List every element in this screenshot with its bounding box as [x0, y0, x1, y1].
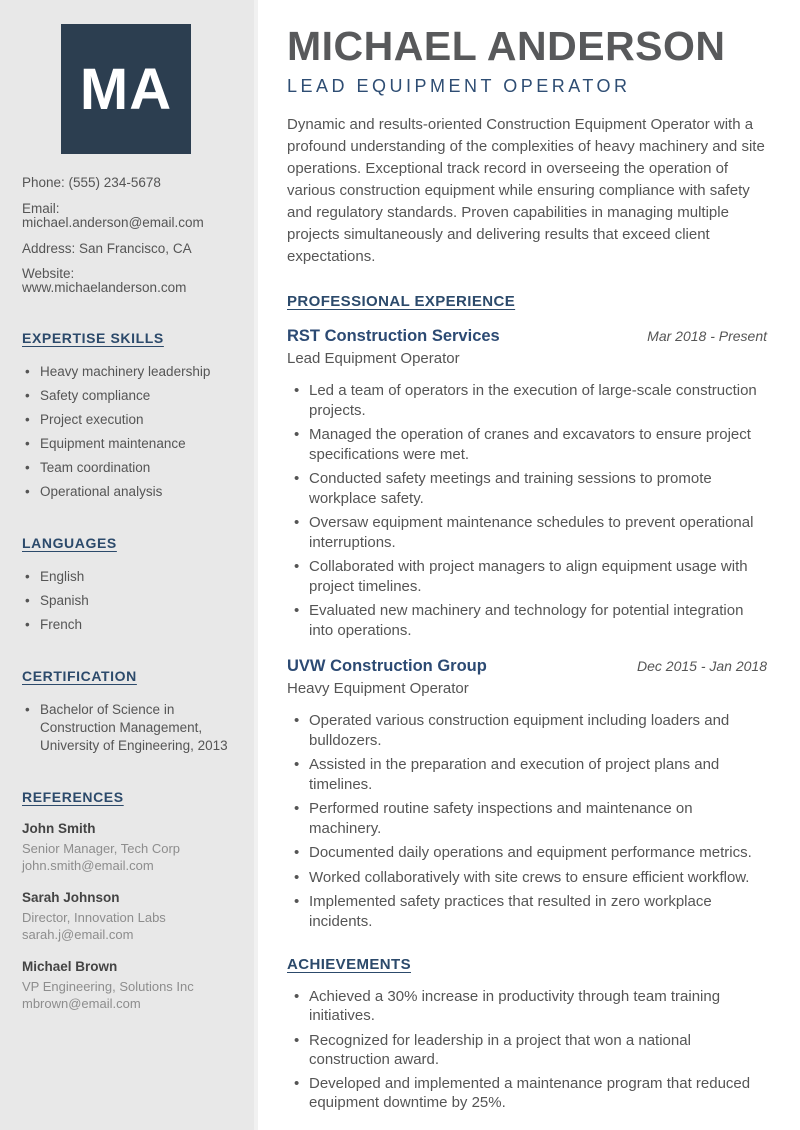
section-professional-experience: [287, 293, 767, 931]
role-title: Heavy Equipment Operator: [287, 680, 469, 698]
reference-name: Sarah Johnson: [22, 889, 120, 905]
profile-summary: Dynamic and results-oriented Construction Equipment Operator with a profound understanding of the complexities of heavy machinery and site operations. Exceptional track record in overseeing the operation of various construction equipment while ensuring compliance with safety and regulatory standards. Proven capabilities in managing multiple projects simultaneously and delivering results that exceed client expectations.: [287, 116, 765, 266]
monogram-avatar: [61, 24, 191, 154]
expertise-skills-list: [22, 363, 230, 501]
achievements-list: [287, 987, 767, 1112]
list-item: • Conducted safety meetings and training sessions to promote workplace safety.: [287, 469, 767, 508]
role-title: Lead Equipment Operator: [287, 350, 460, 368]
list-item: • Evaluated new machinery and technology for potential integration into operations.: [287, 601, 767, 640]
list-item: • Developed and implemented a maintenance program that reduced equipment downtime by 25%.: [287, 1074, 767, 1112]
professional-experience-heading: PROFESSIONAL EXPERIENCE: [287, 293, 516, 311]
section-certification: [22, 668, 230, 755]
reference-email: mbrown@email.com: [22, 995, 141, 1011]
list-item: • Team coordination: [22, 459, 230, 477]
list-item: • Equipment maintenance: [22, 435, 230, 453]
reference-role: Director, Innovation Labs: [22, 909, 166, 925]
experience-header: [287, 657, 767, 676]
list-item: • Heavy machinery leadership: [22, 363, 230, 381]
certification-list: [22, 701, 230, 755]
company-name: RST Construction Services: [287, 327, 500, 346]
experience-bullets: [287, 711, 767, 931]
list-item: • Spanish: [22, 592, 230, 610]
contact-website: Website: www.michaelanderson.com: [22, 266, 187, 296]
section-achievements: [287, 956, 767, 1112]
reference-entry: [22, 821, 230, 874]
list-item: • Oversaw equipment maintenance schedules to prevent operational interruptions.: [287, 513, 767, 552]
main-content: [258, 0, 800, 1130]
sidebar: [0, 0, 258, 1130]
certification-heading: CERTIFICATION: [22, 667, 137, 684]
list-item: • Operational analysis: [22, 483, 230, 501]
section-languages: [22, 535, 230, 634]
date-range: Mar 2018 - Present: [647, 328, 767, 345]
reference-email: john.smith@email.com: [22, 857, 154, 873]
expertise-skills-heading: EXPERTISE SKILLS: [22, 329, 164, 346]
contact-address: Address: San Francisco, CA: [22, 240, 192, 256]
reference-email: sarah.j@email.com: [22, 926, 134, 942]
list-item: • Safety compliance: [22, 387, 230, 405]
experience-entry: [287, 327, 767, 640]
date-range: Dec 2015 - Jan 2018: [637, 658, 767, 675]
list-item: • Documented daily operations and equipment performance metrics.: [287, 843, 767, 863]
experience-header: [287, 327, 767, 346]
list-item: • Implemented safety practices that resulted in zero workplace incidents.: [287, 892, 767, 931]
list-item: • Bachelor of Science in Construction Management, University of Engineering, 2013: [22, 701, 230, 755]
company-name: UVW Construction Group: [287, 657, 487, 676]
list-item: • Recognized for leadership in a project that won a national construction award.: [287, 1031, 767, 1069]
experience-entry: [287, 657, 767, 931]
list-item: • Project execution: [22, 411, 230, 429]
list-item: • English: [22, 568, 230, 586]
languages-heading: LANGUAGES: [22, 534, 117, 551]
references-heading: REFERENCES: [22, 788, 124, 805]
list-item: • Operated various construction equipment including loaders and bulldozers.: [287, 711, 767, 750]
section-references: [22, 789, 230, 1012]
monogram-initials: MA: [79, 56, 173, 122]
candidate-title: LEAD EQUIPMENT OPERATOR: [287, 76, 631, 97]
candidate-name: MICHAEL ANDERSON: [287, 23, 726, 69]
reference-name: Michael Brown: [22, 958, 118, 974]
experience-bullets: [287, 381, 767, 640]
reference-role: VP Engineering, Solutions Inc: [22, 978, 194, 994]
contact-phone: Phone: (555) 234-5678: [22, 175, 161, 190]
list-item: • Worked collaboratively with site crews to ensure efficient workflow.: [287, 868, 767, 888]
languages-list: [22, 568, 230, 634]
reference-entry: [22, 890, 230, 943]
list-item: • Achieved a 30% increase in productivity through team training initiatives.: [287, 987, 767, 1025]
list-item: • Led a team of operators in the execution of large-scale construction projects.: [287, 381, 767, 420]
list-item: • French: [22, 616, 230, 634]
list-item: • Collaborated with project managers to align equipment usage with project timelines.: [287, 557, 767, 596]
contact-info: [22, 176, 230, 296]
reference-entry: [22, 959, 230, 1012]
achievements-heading: ACHIEVEMENTS: [287, 956, 411, 974]
reference-name: John Smith: [22, 820, 96, 836]
contact-email: Email: michael.anderson@email.com: [22, 200, 204, 230]
list-item: • Assisted in the preparation and execution of project plans and timelines.: [287, 755, 767, 794]
section-expertise-skills: [22, 330, 230, 501]
reference-role: Senior Manager, Tech Corp: [22, 840, 181, 856]
list-item: • Performed routine safety inspections and maintenance on machinery.: [287, 799, 767, 838]
list-item: • Managed the operation of cranes and excavators to ensure project specifications were met.: [287, 425, 767, 464]
